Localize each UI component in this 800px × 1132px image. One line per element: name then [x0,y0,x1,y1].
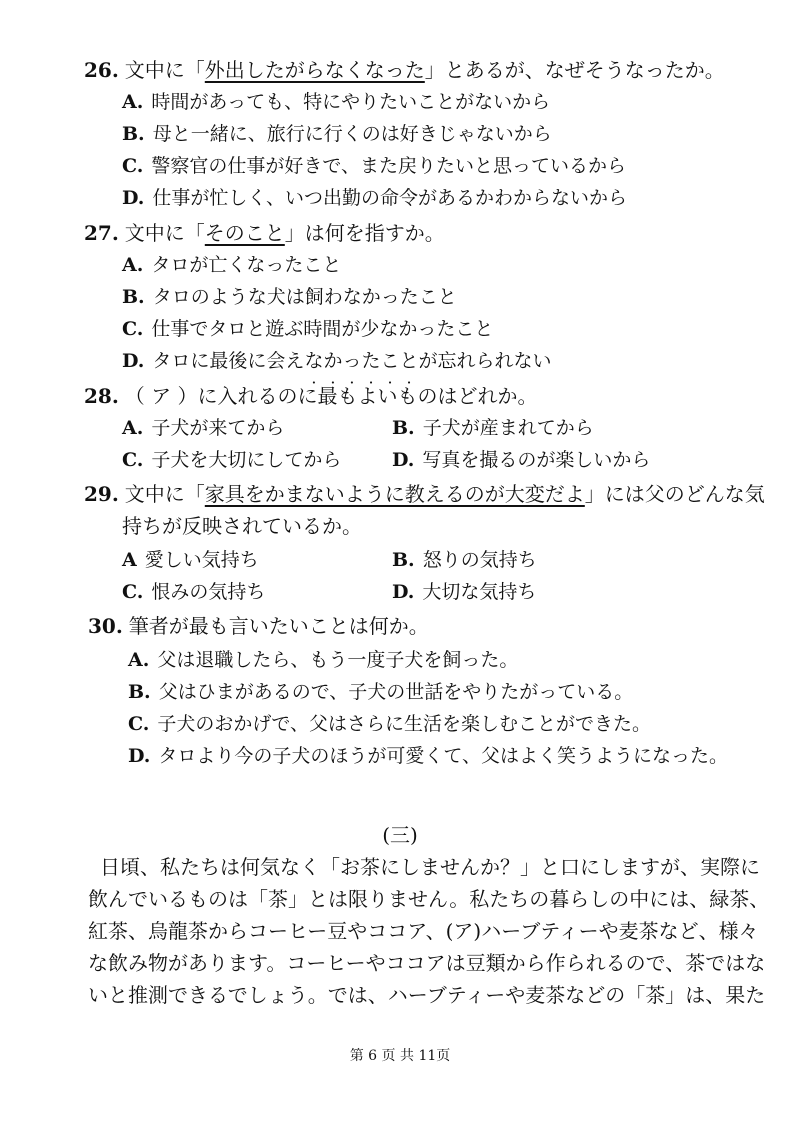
question-29-continuation: 持ちが反映されているか。 [122,514,362,538]
option-27-d [122,346,552,376]
option-text: 大切な気持ち [422,581,537,603]
emphasis-char: と [399,350,419,372]
question-30 [88,611,429,641]
option-text: 愛しい気持ち [144,549,259,571]
option-text: タロに最後に会え [152,350,305,372]
option-26-d [122,183,627,213]
option-28-c [122,445,341,475]
option-text: 母と一緒に、旅行に行くのは好きじゃないから [152,123,552,145]
option-26-c [122,151,626,181]
option-label: B. [128,681,151,703]
question-number: 26. [84,58,119,82]
option-30-c [128,709,651,739]
option-text: タロが亡くなったこと [151,254,342,276]
question-stem: 筆者が最も言いたいことは何か。 [128,614,429,638]
option-label: C. [122,449,144,471]
underlined-phrase: 外出したがらなくなった [204,58,425,82]
option-label: B. [122,286,145,308]
option-text: 写真を撮るのが楽しいから [422,449,651,471]
option-29-b [392,545,537,575]
underlined-phrase: そのこと [204,221,285,245]
option-label: C. [122,318,144,340]
underlined-phrase: 家具をかまないように教えるのが大変だよ [204,482,585,506]
section-title: (三) [382,823,418,847]
option-label: A. [128,649,150,671]
option-label: A. [122,254,144,276]
option-30-a [128,645,518,675]
option-text: 恨みの気持ち [151,581,266,603]
option-27-a [122,250,341,280]
option-30-b [128,677,633,707]
option-text: 子犬のおかげで、父はさらに生活を楽しむことができた。 [157,713,652,735]
question-stem-pre: 文中に「 [124,221,205,245]
question-number: 27. [84,221,119,245]
emphasis-char: な [304,350,324,372]
option-28-d [392,445,650,475]
option-text: が忘れられない [418,350,552,372]
option-label: C. [128,713,150,735]
option-label: A. [122,417,144,439]
emphasis-char: っ [342,350,362,372]
option-text: 子犬が産まれてから [422,417,594,439]
emphasis-char: か [323,350,343,372]
option-text: 時間があっても、特にやりたいことがないから [151,91,551,113]
question-stem-post: 」は何を指すか。 [284,221,445,245]
question-26 [84,55,725,85]
option-28-b [392,413,594,443]
option-text: タロのような犬は飼わなかったこと [152,286,457,308]
option-text: 警察官の仕事が好きで、また戻りたいと思っているから [151,155,627,177]
option-label: D. [122,350,145,372]
option-text: 怒りの気持ち [422,549,537,571]
option-29-d [392,577,536,607]
option-26-b [122,119,552,149]
option-30-d [128,741,728,771]
passage-line: 飲んでいるものは「茶」とは限りません。私たちの暮らしの中には、緑茶、 [88,887,770,911]
option-label: B. [392,549,415,571]
question-stem-post: 」には父のどんな気 [584,482,765,506]
question-29 [84,479,765,509]
option-label: A. [122,91,144,113]
question-stem: （ ア ）に入れるのに最もよいものはどれか。 [124,384,538,408]
option-label: C. [122,155,144,177]
option-29-a [122,545,259,575]
option-27-b [122,282,457,312]
option-text: 父は退職したら、もう一度子犬を飼った。 [157,649,519,671]
option-label: C. [122,581,144,603]
option-text: 子犬を大切にしてから [151,449,342,471]
option-28-a [122,413,284,443]
emphasis-char: こ [380,350,400,372]
option-text: 父はひまがあるので、子犬の世話をやりたがっている。 [158,681,634,703]
question-27 [84,218,445,248]
question-number: 28. [84,384,119,408]
option-label: D. [122,187,145,209]
emphasis-char: た [361,350,381,372]
question-28 [84,381,538,411]
option-label: B. [122,123,145,145]
question-stem-pre: 文中に「 [124,482,205,506]
option-label: B. [392,417,415,439]
page-footer: 第 6 页 共 11页 [349,1048,451,1064]
question-number: 29. [84,482,119,506]
option-label: A [122,549,137,571]
option-text: 仕事が忙しく、いつ出勤の命令があるかわからないから [152,187,628,209]
question-stem-post: 」とあるが、なぜそうなったか。 [424,58,725,82]
option-text: 仕事でタロと遊ぶ時間が少なかったこと [151,318,494,340]
passage-line: 日頃、私たちは何気なく「お茶にしませんか？」と口にしますが、実際に [100,855,760,879]
option-29-c [122,577,265,607]
option-label: D. [128,745,151,767]
option-text: タロより今の子犬のほうが可愛くて、父はよく笑うようになった。 [158,745,729,767]
option-text: 子犬が来てから [151,417,285,439]
emphasis-dotted-text [304,350,418,372]
option-26-a [122,87,550,117]
passage-line: な飲み物があります。コーヒーやココアは豆類から作られるので、茶ではな [88,951,766,975]
passage-line: いと推測できるでしょう。では、ハーブティーや麦茶などの「茶」は、果た [88,983,766,1007]
option-label: D. [392,581,415,603]
option-label: D. [392,449,415,471]
question-stem-pre: 文中に「 [124,58,205,82]
passage-line: 紅茶、烏龍茶からコーヒー豆やココア、(ア)ハーブティーや麦茶など、様々 [88,919,759,943]
option-27-c [122,314,493,344]
question-number: 30. [88,614,123,638]
